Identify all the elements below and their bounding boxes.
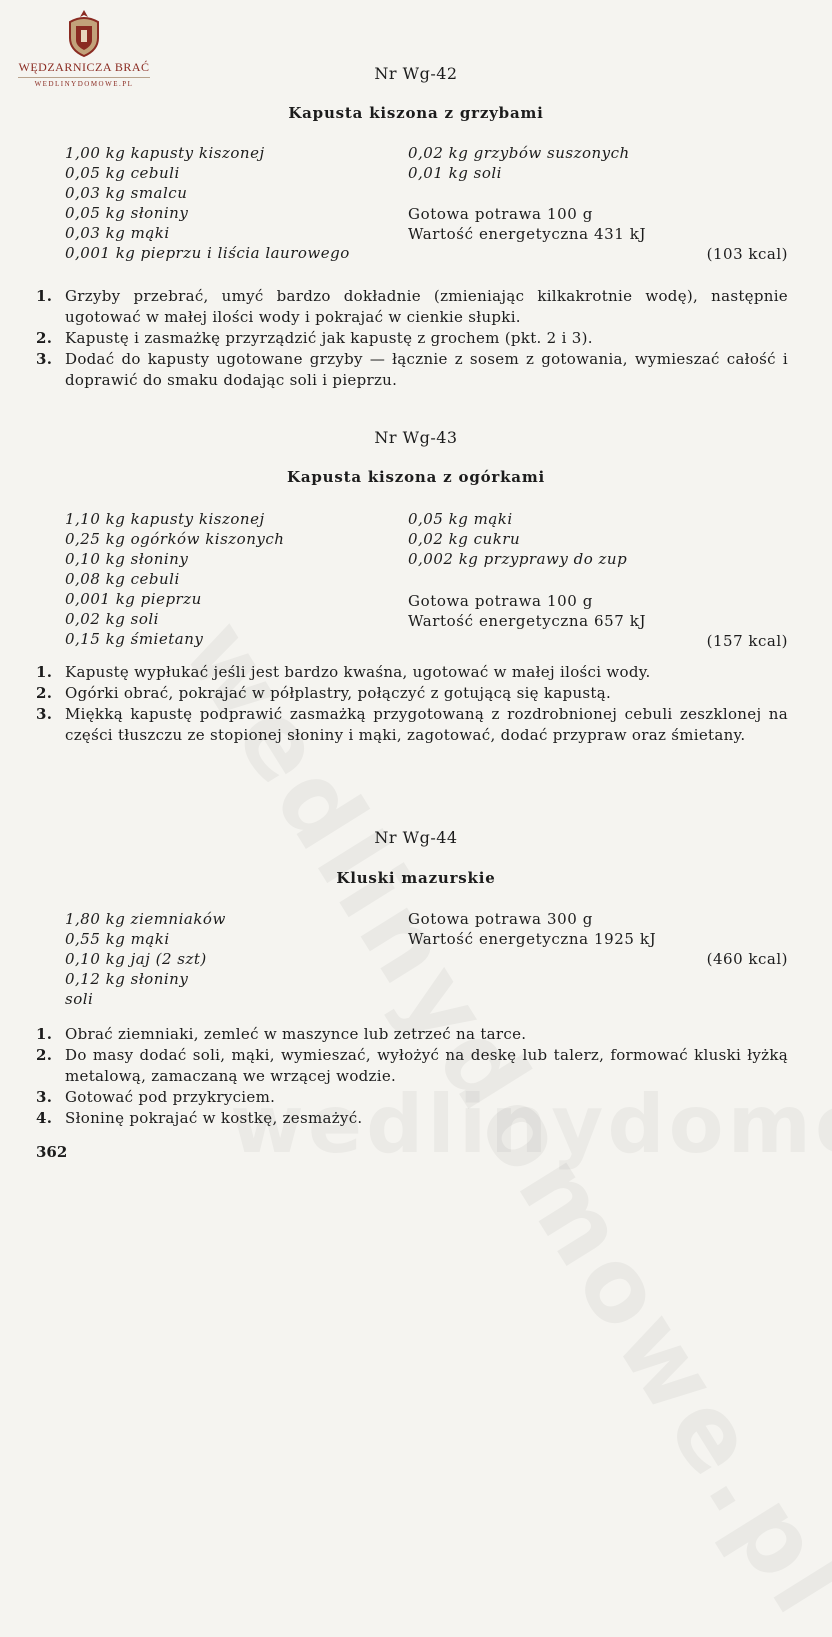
ingredients-left bbox=[65, 909, 405, 1009]
portion-size: Gotowa potrawa 100 g bbox=[408, 592, 593, 610]
step-text: Kapustę wypłukać jeśli jest bardzo kwaśna, ugotować w małej ilości wody. bbox=[65, 663, 651, 681]
recipe-number: Nr Wg-44 bbox=[374, 828, 458, 847]
step bbox=[36, 683, 788, 704]
step-text: Obrać ziemniaki, zemleć w maszynce lub zetrzeć na tarce. bbox=[65, 1025, 527, 1043]
smokehouse-crest-icon bbox=[64, 8, 104, 58]
ingredient: 0,10 kg słoniny bbox=[65, 550, 189, 568]
step-number: 3. bbox=[36, 350, 53, 368]
ingredient: 0,001 kg pieprzu bbox=[65, 590, 202, 608]
ingredient: soli bbox=[65, 990, 94, 1008]
ingredient: 0,08 kg cebuli bbox=[65, 570, 180, 588]
recipe-steps bbox=[36, 662, 788, 746]
recipe-number: Nr Wg-43 bbox=[374, 428, 458, 447]
ingredient: 0,15 kg śmietany bbox=[65, 630, 204, 648]
step bbox=[36, 349, 788, 391]
recipe-steps bbox=[36, 286, 788, 391]
step-number: 1. bbox=[36, 663, 53, 681]
step bbox=[36, 1045, 788, 1087]
ingredients-right bbox=[408, 143, 748, 183]
ingredients-left bbox=[65, 509, 405, 649]
portion-size: Gotowa potrawa 100 g bbox=[408, 205, 593, 223]
ingredient: 0,03 kg smalcu bbox=[65, 184, 188, 202]
nutrition-info bbox=[408, 909, 788, 949]
energy-value: Wartość energetyczna 1925 kJ bbox=[408, 930, 657, 948]
step bbox=[36, 704, 788, 746]
step-text: Gotować pod przykryciem. bbox=[65, 1088, 276, 1106]
ingredient: 1,00 kg kapusty kiszonej bbox=[65, 144, 265, 162]
ingredient: 0,05 kg mąki bbox=[408, 510, 513, 528]
step-number: 1. bbox=[36, 287, 53, 305]
ingredient: 0,02 kg soli bbox=[65, 610, 159, 628]
recipe-number: Nr Wg-42 bbox=[374, 64, 458, 83]
ingredient: 1,10 kg kapusty kiszonej bbox=[65, 510, 265, 528]
recipe-title: Kapusta kiszona z ogórkami bbox=[287, 468, 545, 486]
recipe-title: Kluski mazurskie bbox=[336, 869, 496, 887]
ingredient: 0,55 kg mąki bbox=[65, 930, 170, 948]
energy-value: Wartość energetyczna 657 kJ bbox=[408, 612, 647, 630]
step-text: Kapustę i zasmażkę przyrządzić jak kapustę z grochem (pkt. 2 i 3). bbox=[65, 329, 593, 347]
energy-value: Wartość energetyczna 431 kJ bbox=[408, 225, 647, 243]
ingredient: 0,10 kg jaj (2 szt) bbox=[65, 950, 207, 968]
step-text: Słoninę pokrajać w kostkę, zesmażyć. bbox=[65, 1109, 363, 1127]
ingredient: 0,05 kg słoniny bbox=[65, 204, 189, 222]
ingredient: 0,12 kg słoniny bbox=[65, 970, 189, 988]
recipe-steps bbox=[36, 1024, 788, 1129]
kcal-value: (460 kcal) bbox=[706, 950, 788, 968]
recipe-title: Kapusta kiszona z grzybami bbox=[288, 104, 544, 122]
step-number: 2. bbox=[36, 684, 53, 702]
portion-size: Gotowa potrawa 300 g bbox=[408, 910, 593, 928]
step-number: 4. bbox=[36, 1109, 53, 1127]
step bbox=[36, 1024, 788, 1045]
ingredient: 0,001 kg pieprzu i liścia laurowego bbox=[65, 244, 350, 262]
step-number: 3. bbox=[36, 1088, 53, 1106]
ingredient: 1,80 kg ziemniaków bbox=[65, 910, 226, 928]
brand-url: WEDLINYDOMOWE.PL bbox=[18, 77, 150, 88]
kcal-value: (103 kcal) bbox=[706, 245, 788, 263]
ingredients-left bbox=[65, 143, 405, 263]
page-number: 362 bbox=[36, 1143, 68, 1161]
step-number: 2. bbox=[36, 329, 53, 347]
ingredient: 0,05 kg cebuli bbox=[65, 164, 180, 182]
step-text: Miękką kapustę podprawić zasmażką przygotowaną z rozdrobnionej cebuli zeszklonej na części tłuszczu ze stopionej słoniny i mąki, zagotować, dodać przypraw oraz śmietany. bbox=[65, 705, 788, 744]
ingredient: 0,01 kg soli bbox=[408, 164, 502, 182]
ingredient: 0,02 kg cukru bbox=[408, 530, 521, 548]
nutrition-info bbox=[408, 591, 788, 631]
brand-name: WĘDZARNICZA BRAĆ bbox=[18, 60, 150, 74]
step-text: Do masy dodać soli, mąki, wymieszać, wyłożyć na deskę lub talerz, formować kluski łyżką metalową, zamaczaną we wrzącej wodzie. bbox=[65, 1046, 788, 1085]
ingredient: 0,002 kg przyprawy do zup bbox=[408, 550, 628, 568]
ingredients-right bbox=[408, 509, 748, 569]
step bbox=[36, 1108, 788, 1129]
kcal-value: (157 kcal) bbox=[706, 632, 788, 650]
step bbox=[36, 286, 788, 328]
ingredient: 0,03 kg mąki bbox=[65, 224, 170, 242]
step-text: Grzyby przebrać, umyć bardzo dokładnie (zmieniając kilkakrotnie wodę), następnie ugotować w małej ilości wody i pokrajać w cienkie słupki. bbox=[65, 287, 788, 326]
step-text: Dodać do kapusty ugotowane grzyby — łącznie z sosem z gotowania, wymieszać całość i doprawić do smaku dodając soli i pieprzu. bbox=[65, 350, 788, 389]
step bbox=[36, 1087, 788, 1108]
step bbox=[36, 662, 788, 683]
step-number: 3. bbox=[36, 705, 53, 723]
ingredient: 0,25 kg ogórków kiszonych bbox=[65, 530, 285, 548]
step-number: 2. bbox=[36, 1046, 53, 1064]
step-number: 1. bbox=[36, 1025, 53, 1043]
ingredient: 0,02 kg grzybów suszonych bbox=[408, 144, 630, 162]
step bbox=[36, 328, 788, 349]
step-text: Ogórki obrać, pokrajać w półplastry, połączyć z gotującą się kapustą. bbox=[65, 684, 612, 702]
nutrition-info bbox=[408, 204, 788, 244]
